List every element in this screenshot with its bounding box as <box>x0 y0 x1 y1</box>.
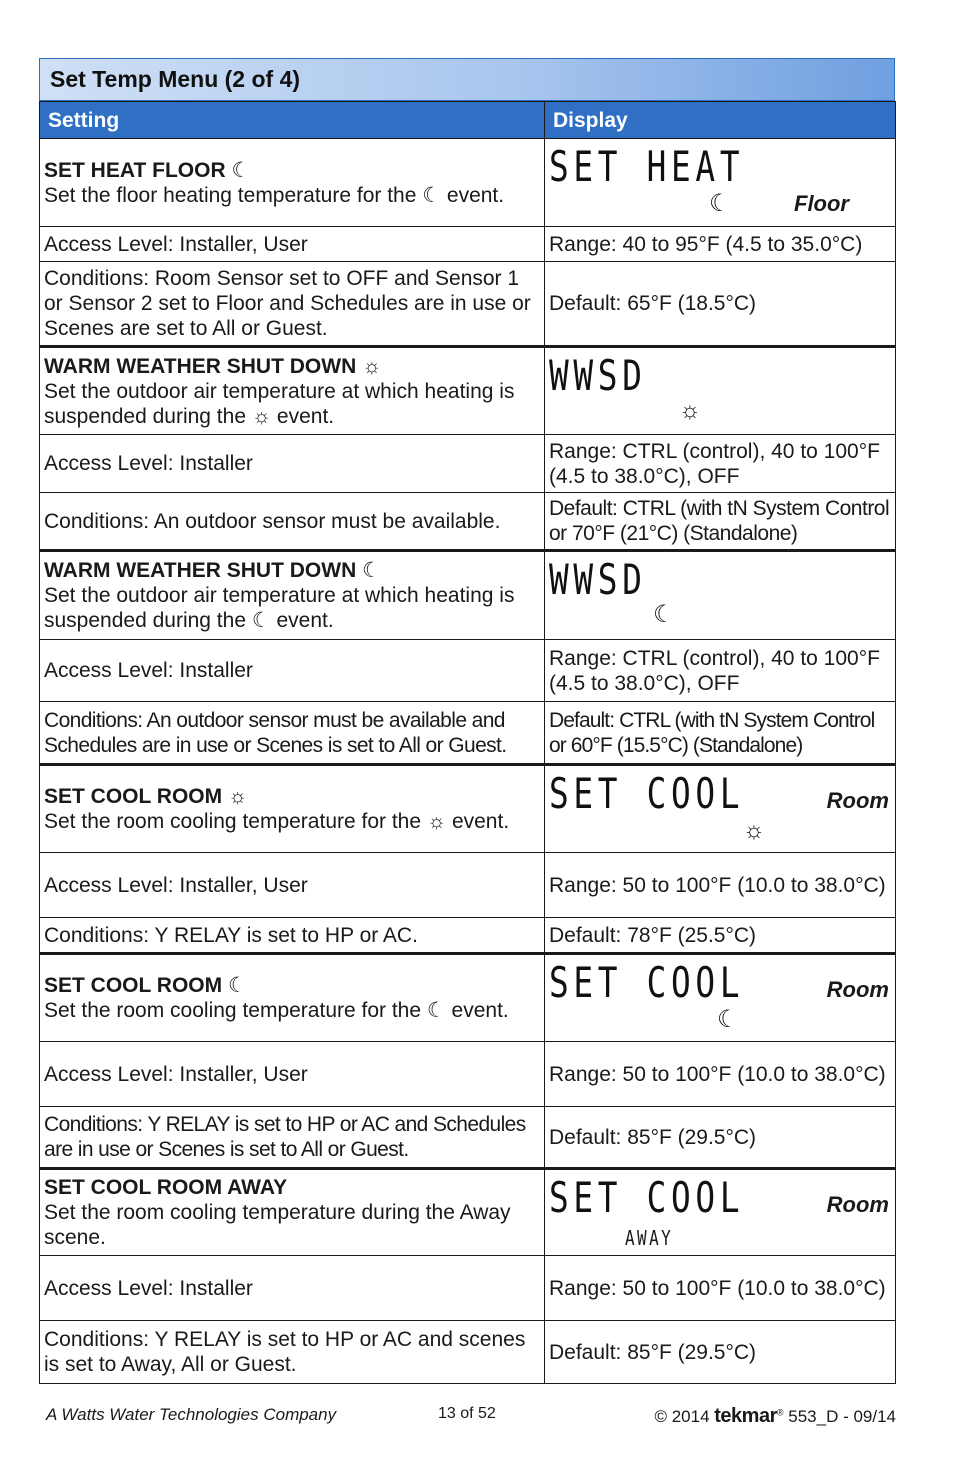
table-row <box>40 227 896 262</box>
lcd-subtext: AWAY <box>625 1226 674 1250</box>
copyright: © 2014 <box>654 1407 710 1426</box>
access-level: Access Level: Installer, User <box>40 1042 545 1107</box>
setting-cell <box>40 139 545 227</box>
table-header-row <box>40 102 896 139</box>
setting-name: SET HEAT FLOOR <box>44 158 226 182</box>
setting-description: Set the outdoor air temperature at which heating is suspended during the ☼ event. <box>44 379 515 428</box>
menu-title-bar <box>39 58 895 101</box>
table-row <box>40 1169 896 1256</box>
default: Default: CTRL (with tN System Control or 60°F (15.5°C) (Standalone) <box>545 702 896 765</box>
table-row <box>40 765 896 853</box>
default: Default: 78°F (25.5°C) <box>545 918 896 954</box>
display-tag: Room <box>826 977 889 1002</box>
setting-name: WARM WEATHER SHUT DOWN <box>44 559 357 582</box>
access-level: Access Level: Installer <box>40 1256 545 1321</box>
setting-cell <box>40 551 545 640</box>
manual-page <box>39 58 895 1384</box>
table-row <box>40 1042 896 1107</box>
brand-logo: tekmar <box>714 1405 777 1427</box>
page-footer <box>46 1405 896 1429</box>
range: Range: 50 to 100°F (10.0 to 38.0°C) <box>545 1256 896 1321</box>
setting-cell <box>40 347 545 435</box>
setting-cell <box>40 765 545 853</box>
lcd-text: SET HEAT <box>549 142 745 191</box>
document-code: 553_D - 09/14 <box>788 1407 896 1426</box>
company-name: A Watts Water Technologies Company <box>46 1405 337 1424</box>
range: Range: 40 to 95°F (4.5 to 35.0°C) <box>545 227 896 262</box>
sun-icon: ☼ <box>743 817 765 844</box>
conditions: Conditions: Y RELAY is set to HP or AC. <box>40 918 545 954</box>
access-level: Access Level: Installer <box>40 435 545 493</box>
moon-icon: ☾ <box>362 559 381 582</box>
lcd-text: SET COOL <box>549 769 745 818</box>
table-row <box>40 954 896 1042</box>
lcd-text: WWSD <box>549 351 647 400</box>
default: Default: 85°F (29.5°C) <box>545 1107 896 1169</box>
table-row <box>40 1321 896 1384</box>
range: Range: 50 to 100°F (10.0 to 38.0°C) <box>545 853 896 918</box>
display-tag: Room <box>826 1192 889 1217</box>
table-row <box>40 493 896 551</box>
setting-cell <box>40 1169 545 1256</box>
range: Range: 50 to 100°F (10.0 to 38.0°C) <box>545 1042 896 1107</box>
table-row <box>40 139 896 227</box>
sun-icon: ☼ <box>227 785 248 808</box>
table-row <box>40 1256 896 1321</box>
default: Default: 85°F (29.5°C) <box>545 1321 896 1384</box>
conditions: Conditions: An outdoor sensor must be available and Schedules are in use or Scenes is set to All or Guest. <box>40 702 545 765</box>
default: Default: 65°F (18.5°C) <box>545 262 896 347</box>
display-tag: Room <box>826 788 889 813</box>
range: Range: CTRL (control), 40 to 100°F (4.5 to 38.0°C), OFF <box>545 640 896 702</box>
display-cell <box>545 551 896 640</box>
conditions: Conditions: Y RELAY is set to HP or AC and scenes is set to Away, All or Guest. <box>40 1321 545 1384</box>
lcd-text: SET COOL <box>549 1173 745 1222</box>
conditions: Conditions: Room Sensor set to OFF and Sensor 1 or Sensor 2 set to Floor and Schedules are in use or Scenes are set to All or Guest. <box>40 262 545 347</box>
range: Range: CTRL (control), 40 to 100°F (4.5 to 38.0°C), OFF <box>545 435 896 493</box>
table-row <box>40 435 896 493</box>
table-row <box>40 347 896 435</box>
display-column-header: Display <box>545 102 896 139</box>
setting-name: SET COOL ROOM AWAY <box>44 1176 288 1199</box>
access-level: Access Level: Installer, User <box>40 853 545 918</box>
copyright-line: © 2014 tekmar® 553_D - 09/14 <box>654 1405 896 1427</box>
display-cell <box>545 765 896 853</box>
setting-name: WARM WEATHER SHUT DOWN <box>44 354 357 378</box>
settings-table <box>39 101 896 1384</box>
table-row <box>40 853 896 918</box>
access-level: Access Level: Installer <box>40 640 545 702</box>
table-row <box>40 918 896 954</box>
moon-icon: ☾ <box>231 158 251 182</box>
table-row <box>40 551 896 640</box>
display-cell <box>545 1169 896 1256</box>
moon-icon: ☾ <box>717 1006 739 1033</box>
display-cell <box>545 139 896 227</box>
setting-cell <box>40 954 545 1042</box>
conditions: Conditions: Y RELAY is set to HP or AC and Schedules are in use or Scenes is set to All or Guest. <box>40 1107 545 1169</box>
setting-description: Set the outdoor air temperature at which heating is suspended during the ☾ event. <box>44 584 515 632</box>
sun-icon: ☼ <box>679 397 701 424</box>
conditions: Conditions: An outdoor sensor must be available. <box>40 493 545 551</box>
display-cell <box>545 954 896 1042</box>
default: Default: CTRL (with tN System Control or 70°F (21°C) (Standalone) <box>545 493 896 551</box>
setting-column-header: Setting <box>40 102 545 139</box>
setting-description: Set the room cooling temperature during the Away scene. <box>44 1201 511 1249</box>
table-row <box>40 262 896 347</box>
page-number: 13 of 52 <box>438 1405 496 1422</box>
display-tag: Floor <box>794 191 849 216</box>
table-row <box>40 702 896 765</box>
table-row <box>40 640 896 702</box>
moon-icon: ☾ <box>709 190 731 217</box>
setting-description: Set the floor heating temperature for the ☾ event. <box>44 183 505 207</box>
moon-icon: ☾ <box>653 601 675 628</box>
moon-icon: ☾ <box>227 974 247 997</box>
page-title: Set Temp Menu (2 of 4) <box>50 66 301 92</box>
setting-name: SET COOL ROOM <box>44 785 223 808</box>
table-row <box>40 1107 896 1169</box>
lcd-text: WWSD <box>549 555 647 604</box>
lcd-text: SET COOL <box>549 958 745 1007</box>
sun-icon: ☼ <box>362 354 382 378</box>
setting-name: SET COOL ROOM <box>44 974 223 997</box>
setting-description: Set the room cooling temperature for the ☼ event. <box>44 810 510 833</box>
setting-description: Set the room cooling temperature for the ☾ event. <box>44 999 509 1022</box>
display-cell <box>545 347 896 435</box>
access-level: Access Level: Installer, User <box>40 227 545 262</box>
